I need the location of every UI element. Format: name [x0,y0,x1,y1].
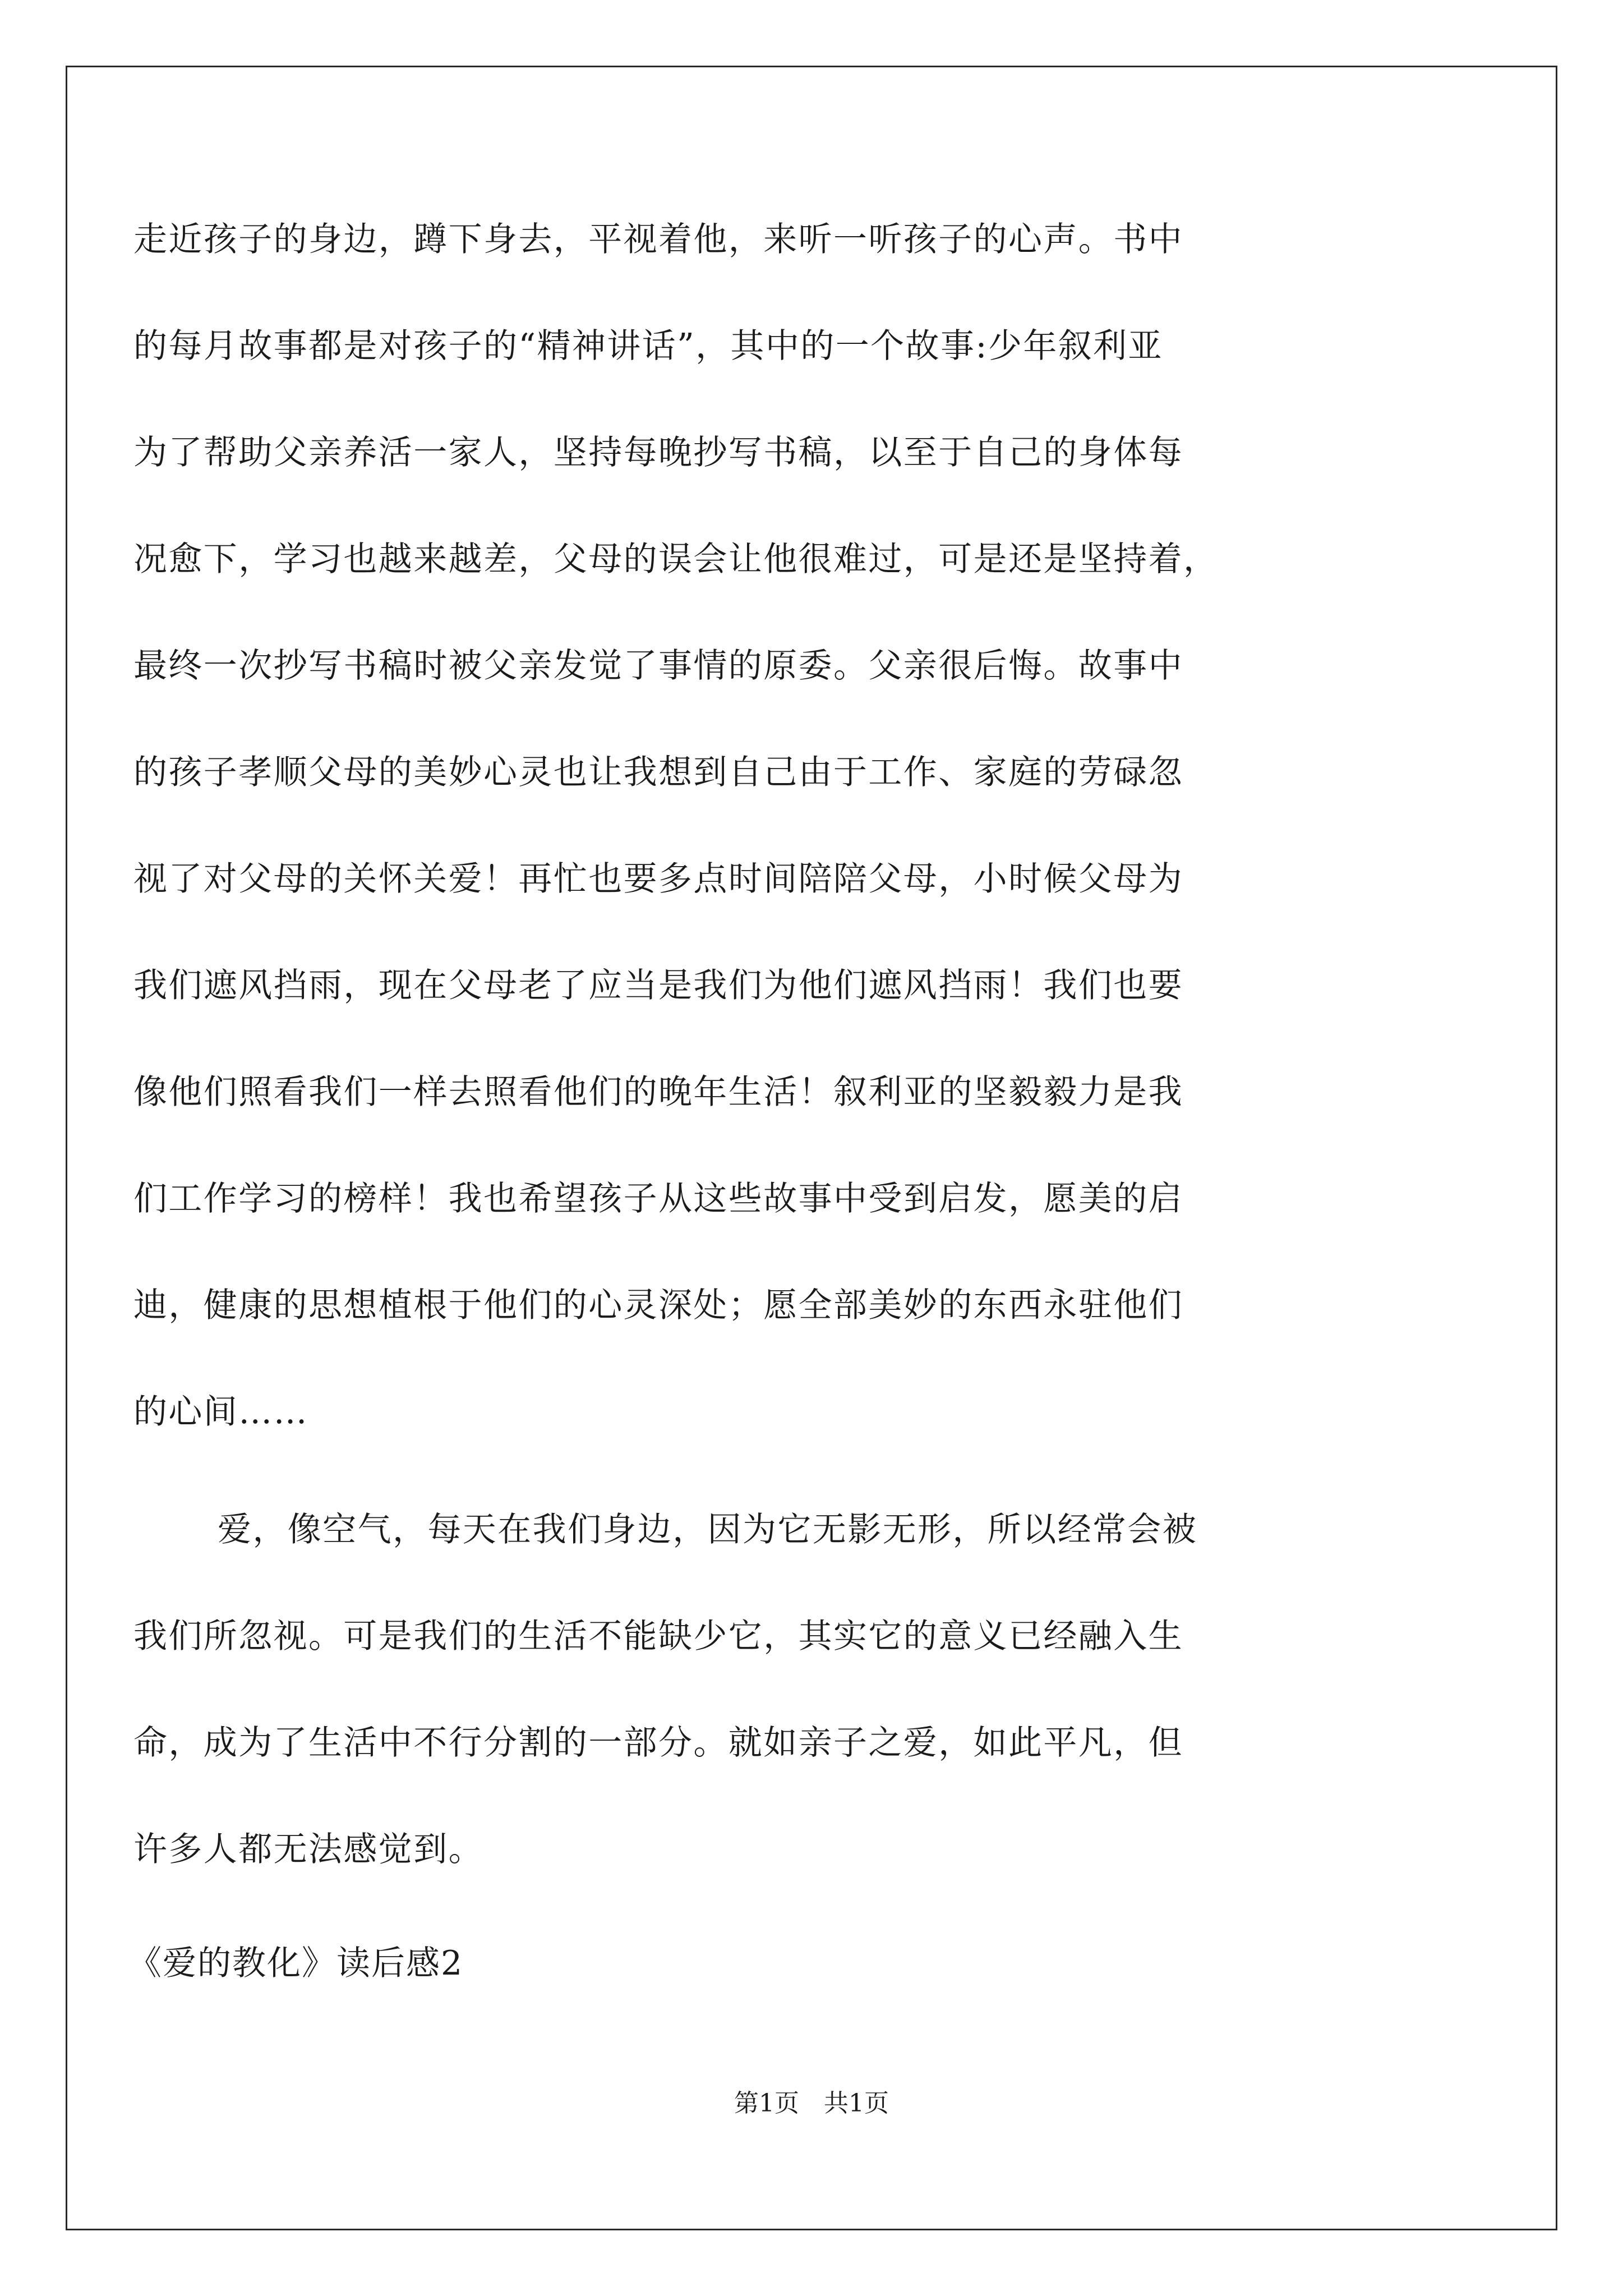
paragraph-1-line-2: 的每月故事都是对孩子的“精神讲话”，其中的一个故事:少年叙利亚 [133,326,1163,366]
paragraph-1-line-9: 像他们照看我们一样去照看他们的晚年生活！叙利亚的坚毅毅力是我 [133,1073,1183,1112]
paragraph-1-line-10: 们工作学习的榜样！我也希望孩子从这些故事中受到启发，愿美的启 [133,1179,1183,1218]
paragraph-1-line-5: 最终一次抄写书稿时被父亲发觉了事情的原委。父亲很后悔。故事中 [133,646,1183,685]
page-footer: 第1页 共1页 [734,2089,889,2118]
section-heading: 《爱的教化》读后感2 [128,1944,464,1983]
paragraph-1-line-7: 视了对父母的关怀关爱！再忙也要多点时间陪陪父母，小时候父母为 [133,859,1183,899]
paragraph-1-line-4: 况愈下，学习也越来越差，父母的误会让他很难过，可是还是坚持着， [133,540,1219,579]
paragraph-1-line-12: 的心间…… [133,1392,308,1432]
paragraph-1-line-11: 迪，健康的思想植根于他们的心灵深处；愿全部美妙的东西永驻他们 [133,1286,1183,1325]
paragraph-1-line-1: 走近孩子的身边，蹲下身去，平视着他，来听一听孩子的心声。书中 [133,220,1183,259]
paragraph-2-line-2: 我们所忽视。可是我们的生活不能缺少它，其实它的意义已经融入生 [133,1617,1183,1656]
paragraph-2-line-4: 许多人都无法感觉到。 [133,1830,483,1869]
paragraph-1-line-3: 为了帮助父亲养活一家人，坚持每晚抄写书稿，以至于自己的身体每 [133,433,1183,472]
paragraph-2-line-1: 爱，像空气，每天在我们身边，因为它无影无形，所以经常会被 [218,1510,1198,1549]
page-border [66,66,1557,2230]
paragraph-2-line-3: 命，成为了生活中不行分割的一部分。就如亲子之爱，如此平凡，但 [133,1723,1183,1763]
paragraph-1-line-6: 的孩子孝顺父母的美妙心灵也让我想到自己由于工作、家庭的劳碌忽 [133,753,1183,792]
paragraph-1-line-8: 我们遮风挡雨，现在父母老了应当是我们为他们遮风挡雨！我们也要 [133,966,1183,1005]
